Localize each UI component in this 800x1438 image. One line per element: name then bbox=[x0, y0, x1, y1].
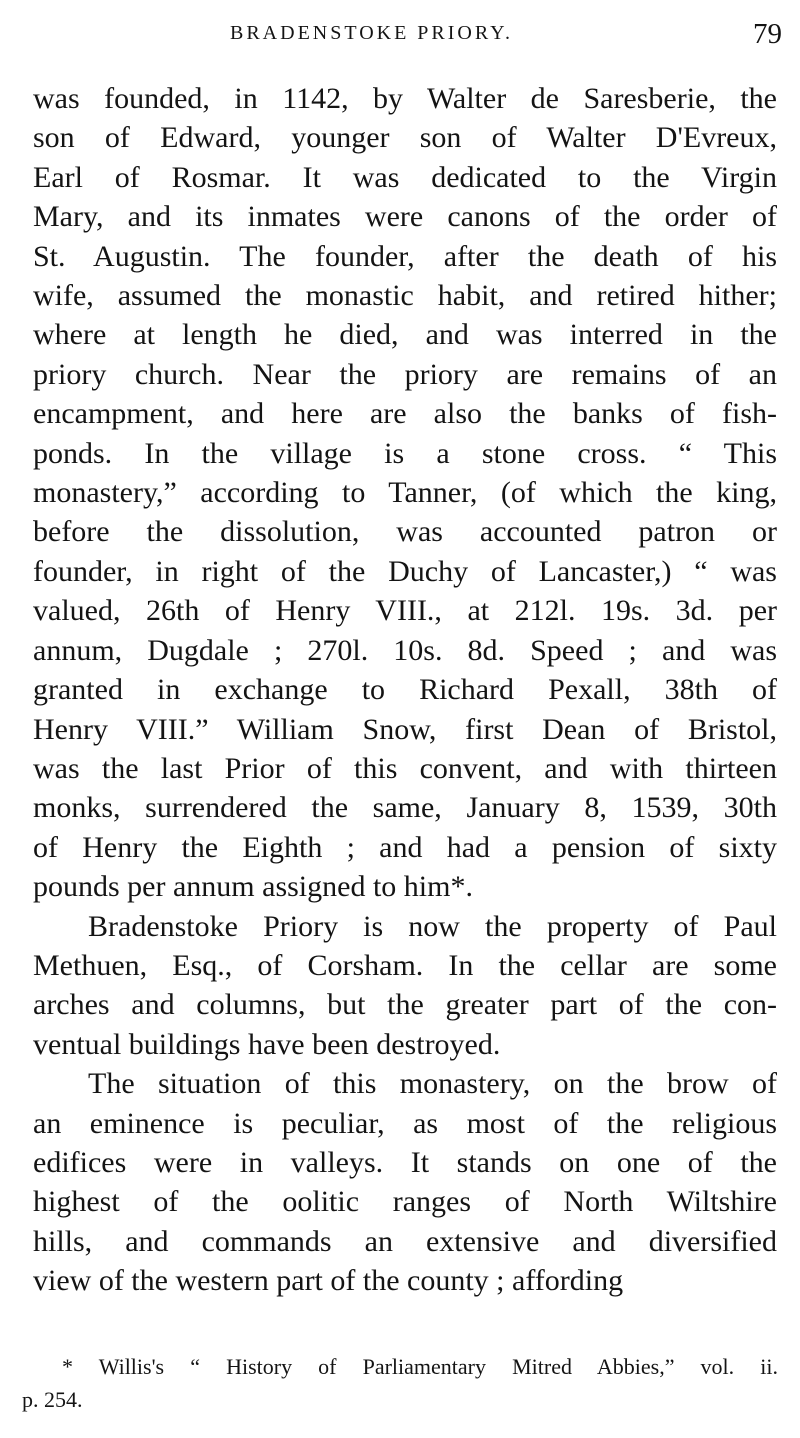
text-line: Henry VIII.” William Snow, first Dean of Bristol, bbox=[33, 712, 777, 746]
running-title: BRADENSTOKE PRIORY. bbox=[230, 22, 513, 44]
text-line: encampment, and here are also the banks of fish- bbox=[33, 397, 777, 431]
text-line: monks, surrendered the same, January 8, 1539, 30th bbox=[33, 791, 777, 825]
text-line: The situation of this monastery, on the brow of bbox=[88, 1067, 777, 1101]
paragraph bbox=[33, 1064, 777, 1300]
text-line: annum, Dugdale ; 270l. 10s. 8d. Speed ; and was bbox=[33, 633, 777, 667]
text-line: an eminence is peculiar, as most of the religious bbox=[33, 1106, 777, 1140]
text-line: was the last Prior of this convent, and with thirteen bbox=[33, 751, 777, 785]
text-line: where at length he died, and was interred in the bbox=[33, 318, 777, 352]
text-line: priory church. Near the priory are remains of an bbox=[33, 357, 777, 391]
text-line: Bradenstoke Priory is now the property of Paul bbox=[88, 909, 777, 943]
body-text bbox=[33, 79, 777, 1301]
text-line: granted in exchange to Richard Pexall, 38th of bbox=[33, 673, 777, 707]
paragraph bbox=[33, 79, 777, 907]
text-line: hills, and commands an extensive and diversified bbox=[33, 1224, 777, 1258]
text-line: ponds. In the village is a stone cross. “ This bbox=[33, 436, 777, 470]
running-header bbox=[230, 18, 790, 58]
text-line: Methuen, Esq., of Corsham. In the cellar are some bbox=[33, 948, 777, 982]
text-line: Earl of Rosmar. It was dedicated to the Virgin bbox=[33, 160, 777, 194]
text-line: was founded, in 1142, by Walter de Saresberie, the bbox=[33, 82, 777, 115]
text-line: before the dissolution, was accounted patron or bbox=[33, 515, 777, 549]
text-line: valued, 26th of Henry VIII., at 212l. 19s. 3d. per bbox=[33, 594, 777, 628]
text-line: monastery,” according to Tanner, (of which the king, bbox=[33, 476, 777, 510]
text-line: Mary, and its inmates were canons of the order of bbox=[33, 200, 777, 234]
text-line: wife, assumed the monastic habit, and retired hither; bbox=[33, 279, 777, 313]
text-line: St. Augustin. The founder, after the death of his bbox=[33, 239, 777, 273]
text-line: edifices were in valleys. It stands on one of the bbox=[33, 1145, 777, 1179]
text-line: founder, in right of the Duchy of Lancaster,) “ was bbox=[33, 554, 777, 588]
footnote bbox=[22, 1350, 778, 1416]
paragraph bbox=[33, 907, 777, 1065]
text-line: pounds per annum assigned to him*. bbox=[33, 870, 473, 904]
footnote-line: p. 254. bbox=[22, 1387, 83, 1412]
footnote-line: * Willis's “ History of Parliamentary Mitred Abbies,” vol. ii. bbox=[62, 1354, 778, 1379]
text-line: arches and columns, but the greater part of the con- bbox=[33, 988, 777, 1022]
page-number: 79 bbox=[753, 18, 782, 50]
text-line: son of Edward, younger son of Walter D'Evreux, bbox=[33, 121, 777, 155]
text-line: ventual buildings have been destroyed. bbox=[33, 1027, 501, 1061]
text-line: of Henry the Eighth ; and had a pension of sixty bbox=[33, 830, 777, 864]
text-line: highest of the oolitic ranges of North Wiltshire bbox=[33, 1185, 777, 1219]
text-line: view of the western part of the county ; affording bbox=[33, 1264, 624, 1298]
